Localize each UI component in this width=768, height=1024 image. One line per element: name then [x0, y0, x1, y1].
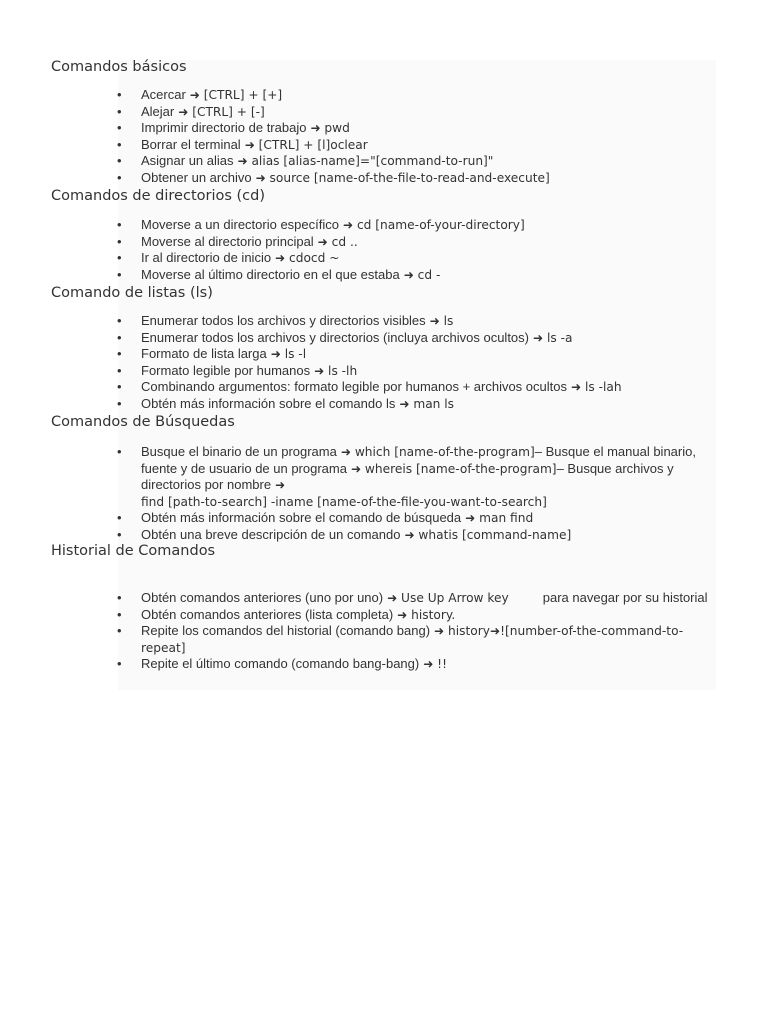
list-item: • Moverse al último directorio en el que estaba ➜ cd -: [141, 267, 721, 284]
list-item: • Obtén una breve descripción de un comando ➜ whatis [command-name]: [141, 527, 721, 544]
section-heading-directory-commands: Comandos de directorios (cd): [51, 188, 266, 204]
list-item: • Acercar ➜ [CTRL] + [+]: [141, 87, 721, 104]
list-item: • Obtén comandos anteriores (lista completa) ➜ history.: [141, 607, 721, 624]
section-heading-list-commands: Comando de listas (ls): [51, 285, 213, 301]
section-heading-history-commands: Historial de Comandos: [51, 543, 216, 559]
list-item: • Imprimir directorio de trabajo ➜ pwd: [141, 120, 721, 137]
basic-commands-list: [141, 87, 721, 187]
search-commands-list: [141, 444, 721, 544]
list-item: • Obtén más información sobre el comando ls ➜ man ls: [141, 396, 721, 413]
list-item: • Combinando argumentos: formato legible por humanos + archivos ocultos ➜ ls -lah: [141, 379, 721, 396]
list-item: • Ir al directorio de inicio ➜ cdocd ~: [141, 250, 721, 267]
directory-commands-list: [141, 217, 721, 283]
list-item: • Moverse a un directorio específico ➜ cd [name-of-your-directory]: [141, 217, 721, 234]
list-item: • Borrar el terminal ➜ [CTRL] + [l]oclear: [141, 137, 721, 154]
list-item: • Enumerar todos los archivos y directorios (incluya archivos ocultos) ➜ ls -a: [141, 330, 721, 347]
list-item: • Alejar ➜ [CTRL] + [-]: [141, 104, 721, 121]
list-item: • Moverse al directorio principal ➜ cd ..: [141, 234, 721, 251]
list-item-up-arrow: • Obtén comandos anteriores (uno por uno) ➜ Use Up Arrow key para navegar por su historial: [141, 590, 721, 607]
list-item: • Enumerar todos los archivos y directorios visibles ➜ ls: [141, 313, 721, 330]
list-item: • Repite los comandos del historial (comando bang) ➜ history➜![number-of-the-command-to-repeat]: [141, 623, 721, 656]
history-commands-list: [141, 590, 721, 673]
list-item: • Obtén más información sobre el comando de búsqueda ➜ man find: [141, 510, 721, 527]
section-heading-search-commands: Comandos de Búsquedas: [51, 414, 235, 430]
list-commands-list: [141, 313, 721, 413]
list-item: • Asignar un alias ➜ alias [alias-name]="[command-to-run]": [141, 153, 721, 170]
list-item: • Obtener un archivo ➜ source [name-of-the-file-to-read-and-execute]: [141, 170, 721, 187]
section-heading-basic-commands: Comandos básicos: [51, 59, 187, 75]
list-item: • Formato de lista larga ➜ ls -l: [141, 346, 721, 363]
list-item: • Repite el último comando (comando bang-bang) ➜ !!: [141, 656, 721, 673]
list-item-search-binaries: • Busque el binario de un programa ➜ which [name-of-the-program]– Busque el manual binario, fuente y de usuario de un programa ➜ whereis [name-of-the-program]– Busque archivos y directorios por nombre ➜ find [path-to-search] -iname [name-of-the-file-you-want-to-search]: [141, 444, 721, 510]
list-item: • Formato legible por humanos ➜ ls -lh: [141, 363, 721, 380]
